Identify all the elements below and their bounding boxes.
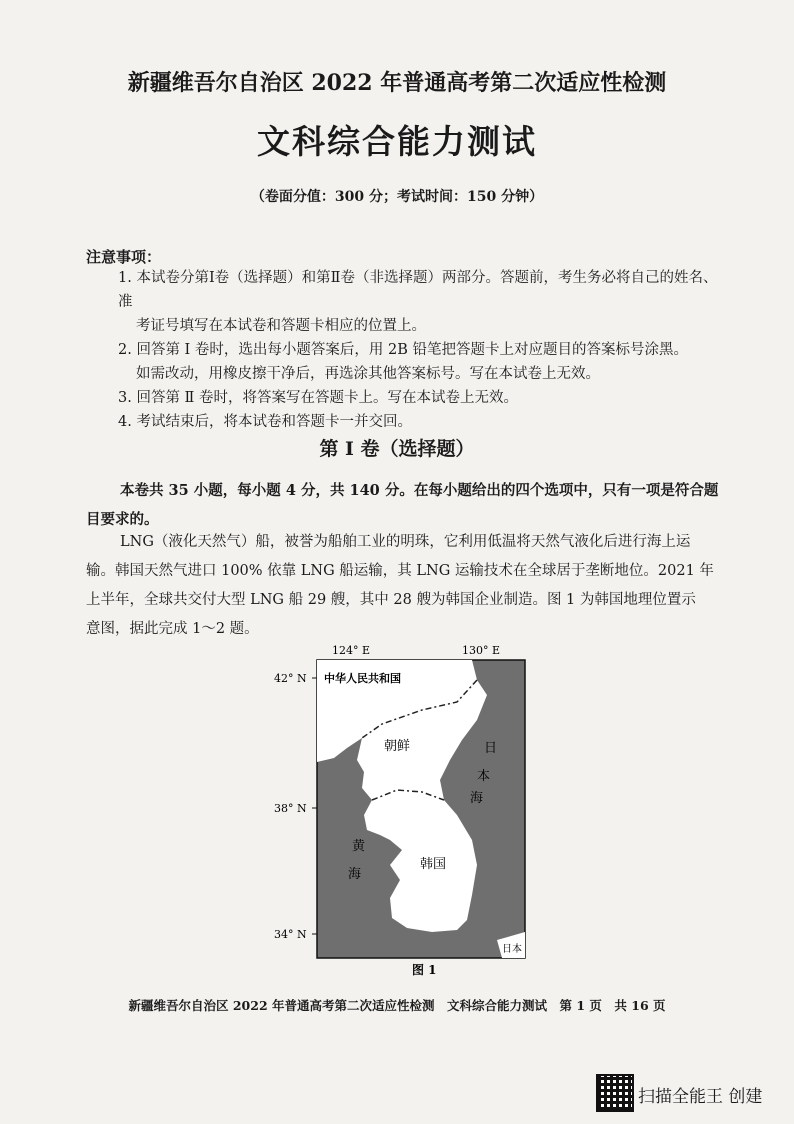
note-item: 3. 回答第 Ⅱ 卷时，将答案写在答题卡上。写在本试卷上无效。 <box>118 390 519 406</box>
korea-map <box>272 640 532 980</box>
label-japan: 日本 <box>502 944 522 955</box>
note-item: 2. 回答第 Ⅰ 卷时，选出每小题答案后，用 2B 铅笔把答题卡上对应题目的答案标号涂黑。 <box>118 342 688 358</box>
label-sea-japan: 日 <box>484 741 498 756</box>
lon-label-130: 130° E <box>462 644 501 657</box>
lng-line: 输。韩国天然气进口 100% 依靠 LNG 船运输，其 LNG 运输技术在全球居于垄断地位。2021 年 <box>86 563 714 579</box>
label-yellow-sea: 海 <box>348 867 362 882</box>
note-item: 1. 本试卷分第Ⅰ卷（选择题）和第Ⅱ卷（非选择题）两部分。答题前，考生务必将自己的姓名、准 <box>118 270 718 310</box>
exam-header: 新疆维吾尔自治区 2022 年普通高考第二次适应性检测 <box>127 70 667 96</box>
label-sea-japan: 本 <box>477 769 491 784</box>
lng-paragraph <box>86 528 726 644</box>
lat-label-42: 42° N <box>274 672 307 685</box>
map-caption: 图 1 <box>412 963 437 977</box>
lng-line: 意图，据此完成 1～2 题。 <box>86 621 259 637</box>
intro-line: 目要求的。 <box>86 511 159 528</box>
lon-label-124: 124° E <box>332 644 371 657</box>
qr-code-icon <box>596 1074 634 1112</box>
notes-list <box>118 266 718 434</box>
note-item: 4. 考试结束后，将本试卷和答题卡一并交回。 <box>118 414 412 430</box>
exam-subtitle: （卷面分值：300 分；考试时间：150 分钟） <box>250 189 544 205</box>
note-item: 考证号填写在本试卷和答题卡相应的位置上。 <box>136 318 426 334</box>
notes-heading: 注意事项： <box>86 248 162 266</box>
label-china: 中华人民共和国 <box>324 672 401 685</box>
intro-line: 本卷共 35 小题，每小题 4 分，共 140 分。在每小题给出的四个选项中，只有一项是符合题 <box>120 482 719 499</box>
note-item: 如需改动，用橡皮擦干净后，再选涂其他答案标号。写在本试卷上无效。 <box>136 366 600 382</box>
lat-label-34: 34° N <box>274 928 307 941</box>
page-footer: 新疆维吾尔自治区 2022 年普通高考第二次适应性检测 文科综合能力测试 第 1 页 共 16 页 <box>128 998 666 1013</box>
lng-line: LNG（液化天然气）船，被誉为船舶工业的明珠，它利用低温将天然气液化后进行海上运 <box>120 534 691 550</box>
label-sea-japan: 海 <box>470 791 484 806</box>
label-south-korea: 韩国 <box>420 857 447 872</box>
label-north-korea: 朝鲜 <box>384 739 411 754</box>
section-intro <box>86 476 726 534</box>
lng-line: 上半年，全球共交付大型 LNG 船 29 艘，其中 28 艘为韩国企业制造。图 1 为韩国地理位置示 <box>86 592 696 608</box>
section-title: 第 Ⅰ 卷（选择题） <box>319 438 475 460</box>
label-yellow-sea: 黄 <box>352 839 366 854</box>
lat-label-38: 38° N <box>274 802 307 815</box>
scanner-watermark: 扫描全能王 创建 <box>638 1087 763 1107</box>
page-title: 文科综合能力测试 <box>257 122 537 161</box>
